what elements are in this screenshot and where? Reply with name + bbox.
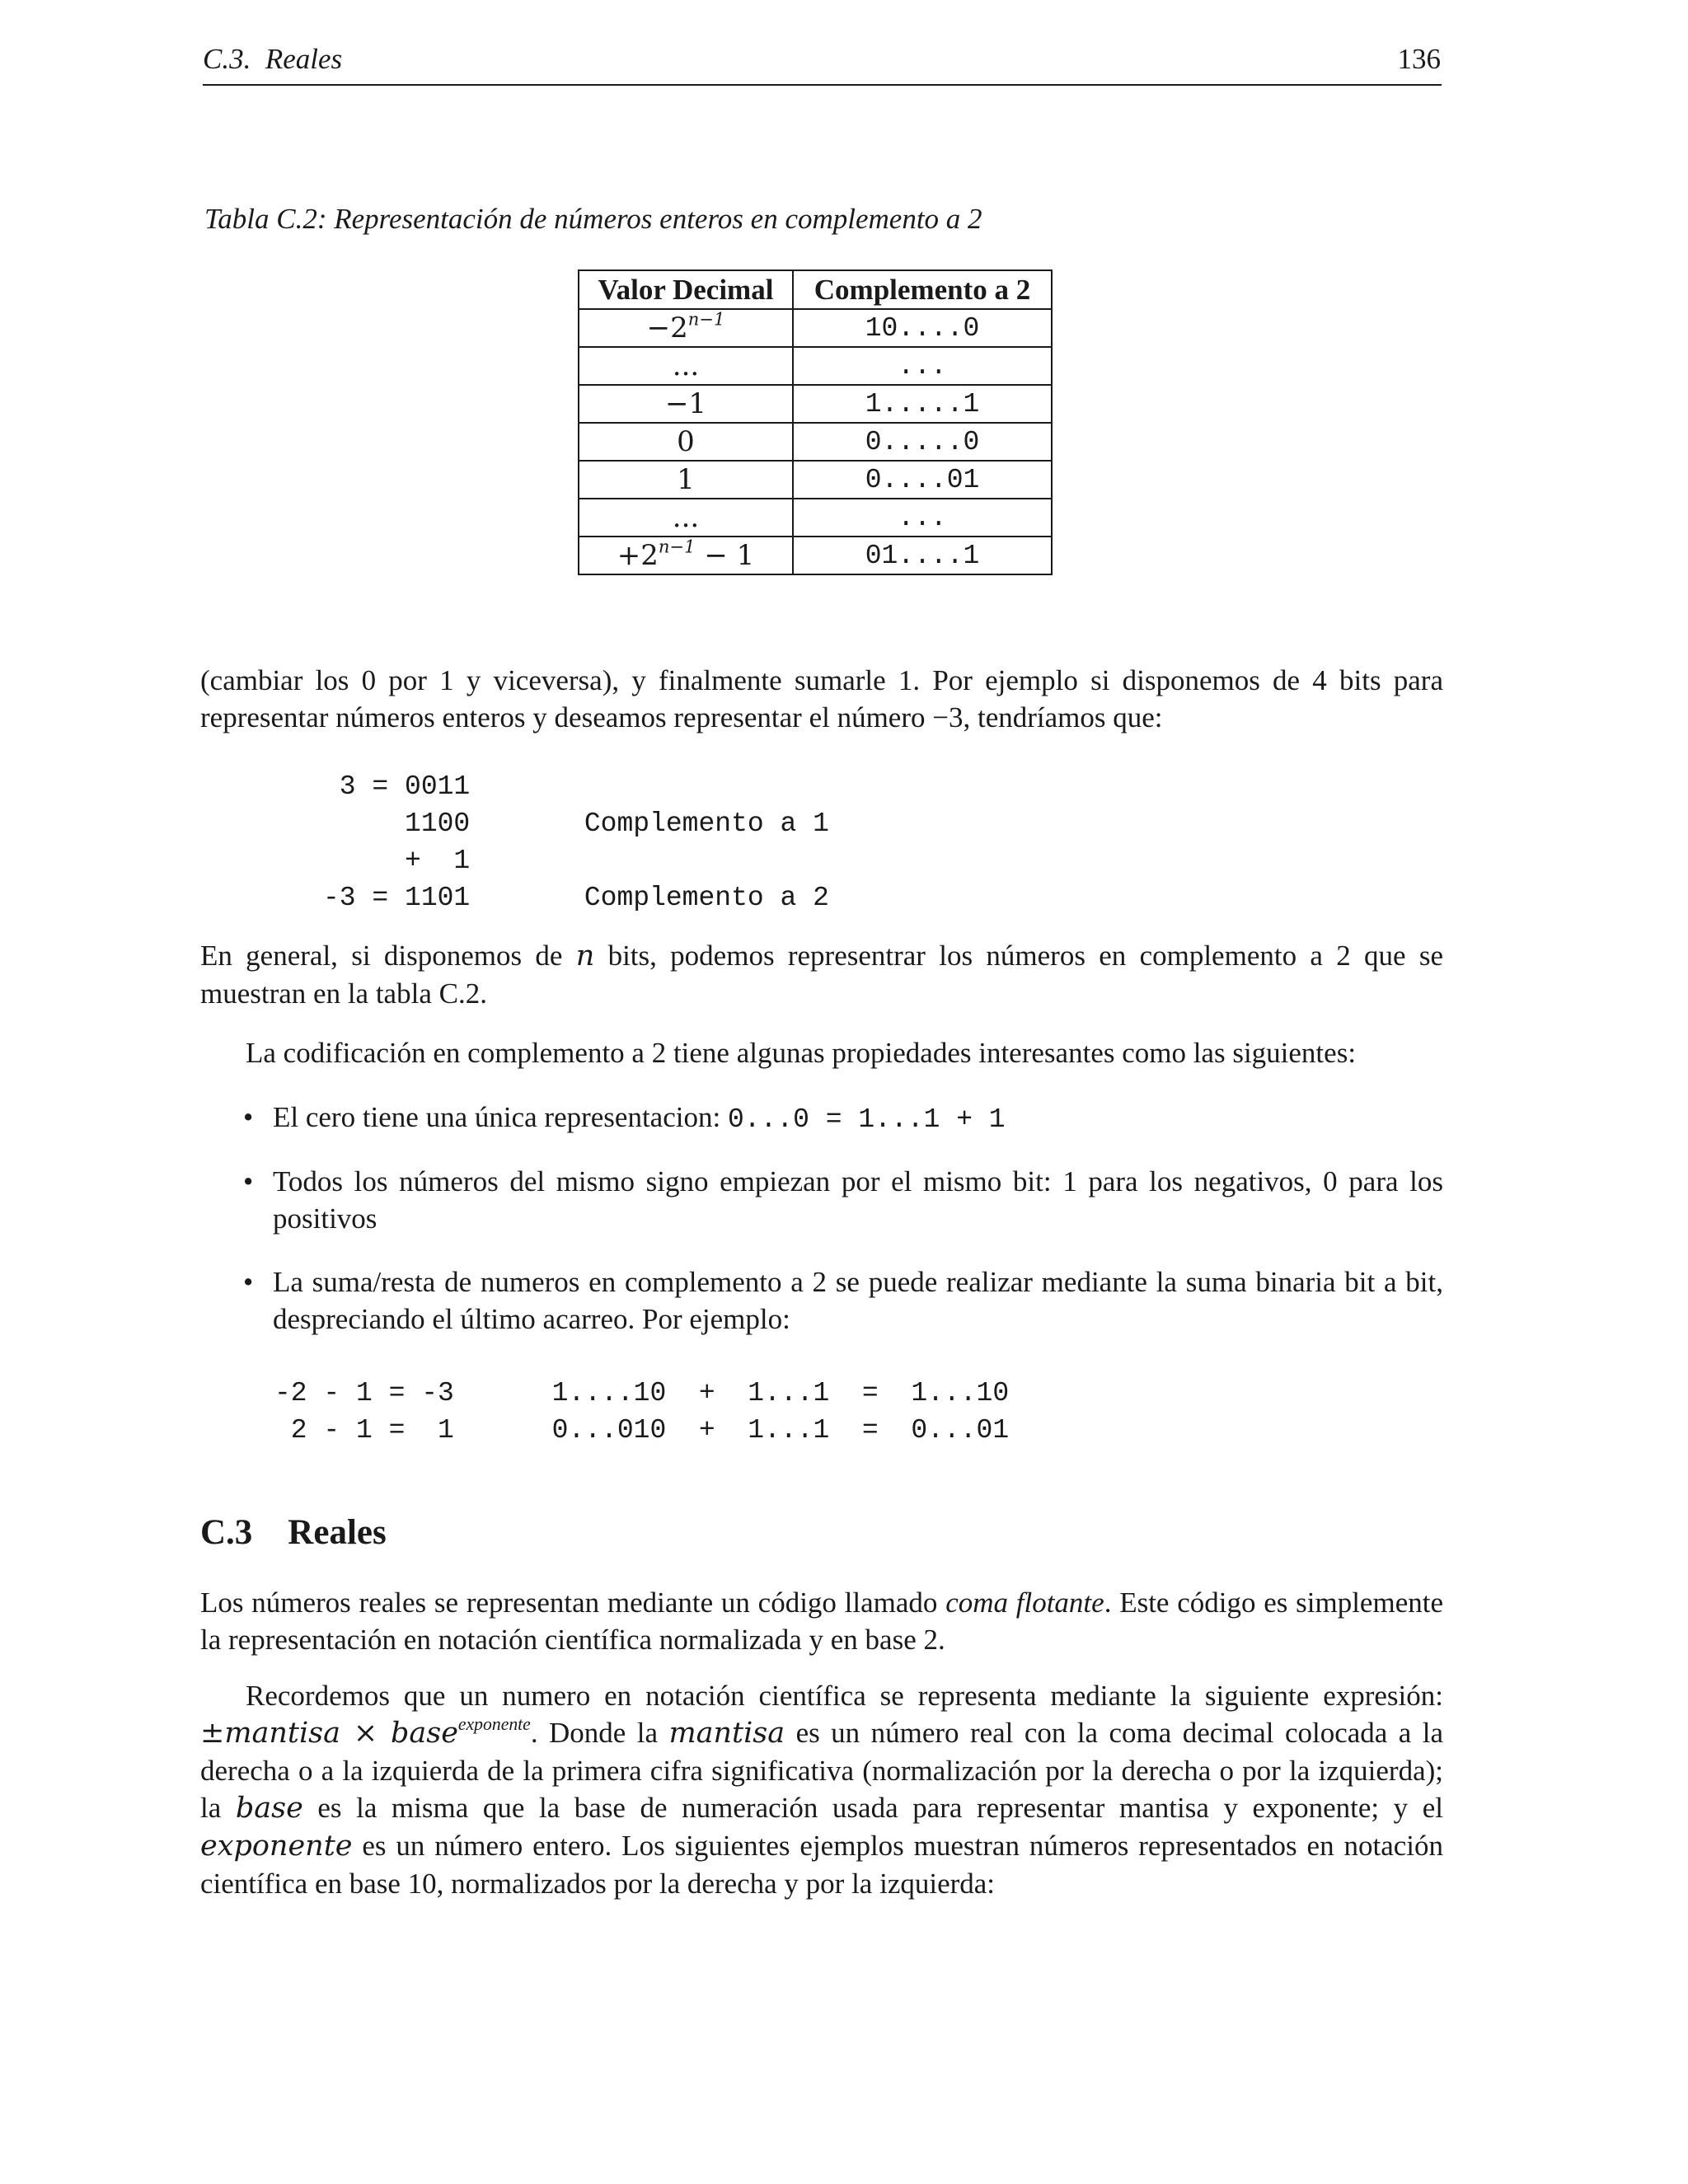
code-line: -2 - 1 = -3 1....10 + 1...1 = 1...10 — [274, 1378, 1010, 1408]
paragraph-floating-point: Los números reales se representan mediante un código llamado coma flotante. Este código es simplemente la representación en notación científica normalizada y en base 2. — [200, 1586, 1443, 1656]
bullet-item — [243, 1099, 1443, 1138]
decimal-cell: $-2^{n-1}$ — [579, 309, 793, 347]
running-header-section: C.3. Reales — [203, 43, 343, 75]
bullet-text: Todos los números del mismo signo empiezan por el mismo bit: 1 para los negativos, 0 para los positivos — [273, 1165, 1443, 1235]
decimal-cell: 0 — [579, 423, 793, 461]
paragraph-n-bits: En general, si disponemos de n bits, podemos representrar los números en complemento a 2 que se muestran en la tabla C.2. — [200, 940, 1443, 1010]
binary-cell: 01....1 — [793, 537, 1052, 574]
emphasis-coma-flotante: coma flotante — [945, 1586, 1104, 1619]
table-row — [579, 385, 1052, 423]
decimal-cell: $+2^{n-1} - 1$ — [579, 537, 793, 574]
bullet-marker: • — [243, 1165, 254, 1197]
bullet-marker: • — [243, 1101, 254, 1133]
paragraph-complement-intro: (cambiar los 0 por 1 y viceversa), y finalmente sumarle 1. Por ejemplo si disponemos de 4 bits para representar números enteros y deseamos representar el número −3, tendríamos que: — [200, 664, 1443, 733]
table-row — [579, 461, 1052, 499]
binary-cell: 0....01 — [793, 461, 1052, 499]
bullet-item — [243, 1263, 1443, 1338]
table-row — [579, 537, 1052, 574]
paragraph-scientific-notation: Recordemos que un numero en notación científica se representa mediante la siguiente expresión: ±mantisa × base$^{exponente}$. Donde la mantisa es un número real con la coma decimal colocada a la derecha o a la izquierda de la primera cifra significativa (normalización por la derecha o por la izquierda); la base es la misma que la base de numeración usada para representar mantisa y exponente; y el exponente es un número entero. Los siguientes ejemplos muestran números representados en notación científica en base 10, normalizados por la derecha y por la izquierda: — [200, 1680, 1443, 1900]
math-base: base — [235, 1792, 303, 1825]
code-line: -3 = 1101 Complemento a 2 — [323, 883, 829, 913]
inline-code: 0...0 = 1...1 + 1 — [727, 1104, 1006, 1135]
decimal-cell: ... — [579, 347, 793, 385]
decimal-cell: −1 — [579, 385, 793, 423]
paragraph-properties-intro: La codificación en complemento a 2 tiene algunas propiedades interesantes como las siguientes: — [246, 1037, 1357, 1069]
binary-cell: ... — [793, 499, 1052, 537]
code-line: 1100 Complemento a 1 — [323, 808, 829, 839]
math-mantisa: mantisa — [668, 1717, 785, 1750]
table-row — [579, 499, 1052, 537]
table-caption: Tabla C.2: Representación de números enteros en complemento a 2 — [204, 203, 982, 235]
header-rule — [203, 84, 1442, 86]
code-line: + 1 — [323, 846, 471, 876]
twos-complement-table — [578, 269, 1053, 575]
code-line: 2 - 1 = 1 0...010 + 1...1 = 0...01 — [274, 1415, 1010, 1446]
page-number: 136 — [1397, 43, 1441, 75]
code-example-addition — [274, 1375, 1009, 1449]
table-row — [579, 423, 1052, 461]
decimal-cell: 1 — [579, 461, 793, 499]
column-header-complement: Complemento a 2 — [793, 270, 1052, 309]
table-row — [579, 309, 1052, 347]
section-heading: C.3 Reales — [200, 1513, 387, 1552]
binary-cell: 0.....0 — [793, 423, 1052, 461]
math-expression: ±mantisa × base — [200, 1717, 458, 1750]
binary-cell: ... — [793, 347, 1052, 385]
bullet-text: El cero tiene una única representacion: 0...0 = 1...1 + 1 — [273, 1101, 1006, 1135]
variable-n: n — [575, 940, 595, 972]
column-header-decimal: Valor Decimal — [579, 270, 793, 309]
binary-cell: 10....0 — [793, 309, 1052, 347]
math-exponente: exponente — [200, 1830, 353, 1863]
code-line: 3 = 0011 — [323, 771, 471, 802]
bullet-item — [243, 1163, 1443, 1237]
table-row — [579, 347, 1052, 385]
bullet-marker: • — [243, 1266, 254, 1298]
decimal-cell: ... — [579, 499, 793, 537]
table-header-row — [579, 270, 1052, 309]
binary-cell: 1.....1 — [793, 385, 1052, 423]
code-example-minus-three — [323, 768, 829, 916]
math-superscript: exponente — [457, 1713, 531, 1734]
bullet-text: La suma/resta de numeros en complemento a 2 se puede realizar mediante la suma binaria bit a bit, despreciando el último acarreo. Por ejemplo: — [273, 1266, 1443, 1335]
